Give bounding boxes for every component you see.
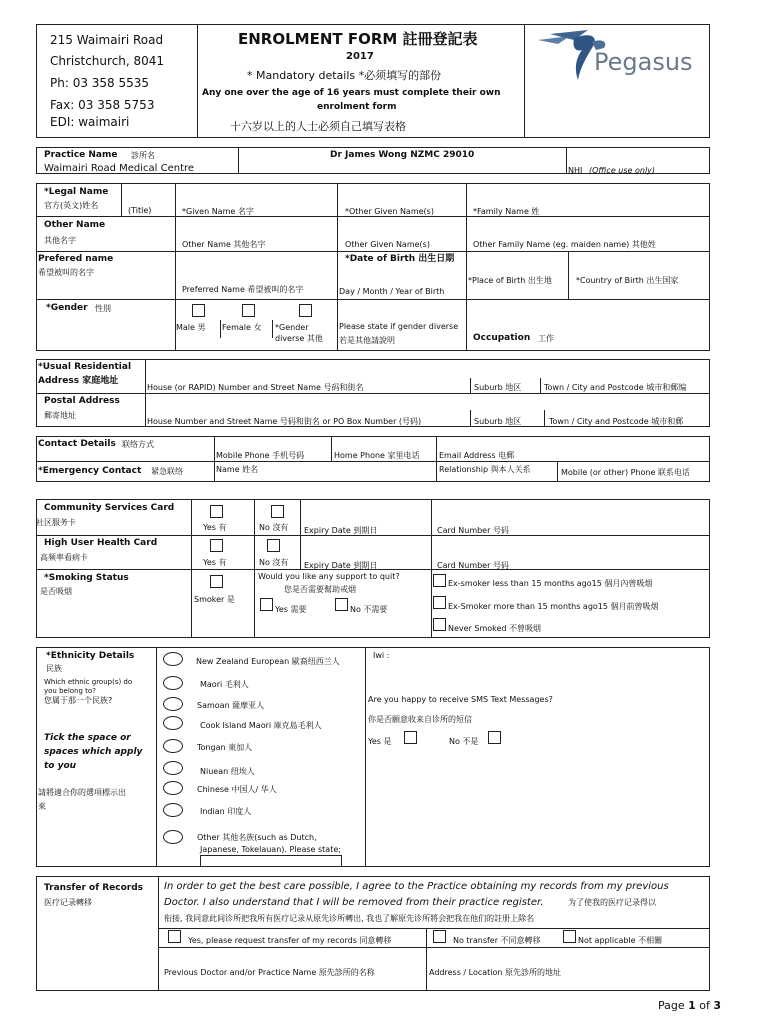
age-note: enrolment form <box>317 102 397 112</box>
sms-yes-label: Yes 是 <box>368 737 392 746</box>
smoking-label: *Smoking Status <box>44 573 129 583</box>
not-applicable-label: Not applicable 不相關 <box>578 936 663 945</box>
sms-yes-checkbox[interactable] <box>404 731 417 744</box>
other-family-field[interactable]: Other Family Name (eg. maiden name) 其他姓 <box>473 240 656 249</box>
postal-suburb-field[interactable]: Suburb 地区 <box>474 417 522 426</box>
preferred-cn: 希望被叫的名字 <box>38 268 94 277</box>
nhi-note: (Office use only) <box>589 166 656 175</box>
transfer-yes-label: Yes, please request transfer of my records 同意轉移 <box>188 936 392 945</box>
other-name-label: Other Name <box>44 220 106 230</box>
email-field[interactable]: Email Address 电郵 <box>439 451 515 460</box>
ex-smoker-more-label: Ex-Smoker more than 15 months ago15 個月前曾吸烟 <box>448 602 659 611</box>
col-line <box>544 410 545 427</box>
gender-divider <box>220 320 221 338</box>
col-line <box>466 183 467 299</box>
col-line <box>540 378 541 394</box>
mandatory-note: * Mandatory details *必须填写的部份 <box>247 69 442 82</box>
col-line <box>470 378 471 394</box>
sms-question: Are you happy to receive SMS Text Messages? <box>368 695 553 704</box>
csc-no-checkbox[interactable] <box>271 505 284 518</box>
ethnicity-option: Tongan 東加人 <box>197 743 253 752</box>
place-of-birth[interactable]: *Place of Birth 出生地 <box>468 276 552 285</box>
divider <box>197 24 198 138</box>
huhc-cn: 高频率看病卡 <box>40 553 88 562</box>
col-line <box>426 928 427 991</box>
transfer-text: In order to get the best care possible, I agree to the Practice obtaining my records from my previous <box>164 881 669 892</box>
row-line <box>36 251 710 252</box>
support-yes-checkbox[interactable] <box>260 598 273 611</box>
other-given-field[interactable]: Other Given Name(s) <box>345 240 430 249</box>
age-note-cn: 十六岁以上的人士必须自己填写表格 <box>230 120 406 133</box>
csc-no-label: No 沒有 <box>259 523 289 532</box>
family-name-label[interactable]: *Family Name 姓 <box>473 207 540 216</box>
occupation-cn: 工作 <box>538 334 554 343</box>
ethnicity-radio[interactable] <box>163 676 183 690</box>
female-label: Female 女 <box>222 323 262 332</box>
page-total: 3 <box>713 999 722 1012</box>
emergency-cn: 紧急联络 <box>151 467 183 476</box>
postal-address-cn: 郵寄地址 <box>44 411 76 420</box>
ethnicity-option: Cook Island Maori 庫克島毛利人 <box>200 721 322 730</box>
practice-label-cn: 診所名 <box>131 151 155 160</box>
transfer-cn: 医疗记录轉移 <box>44 898 92 907</box>
form-year: 2017 <box>346 51 374 62</box>
quit-support-cn: 您是否需要幫助戒烟 <box>284 585 356 594</box>
given-name-label[interactable]: *Given Name 名字 <box>182 207 254 216</box>
ethnicity-question: you belong to? <box>44 687 96 695</box>
phone: Ph: 03 358 5535 <box>50 76 150 90</box>
col-line <box>300 499 301 569</box>
tick-instruction: spaces which apply <box>44 747 143 757</box>
dob-format[interactable]: Day / Month / Year of Birth <box>339 287 445 296</box>
ethnicity-option: Samoan 薩摩亚人 <box>197 701 265 710</box>
other-phone-field[interactable]: Mobile (or other) Phone 联系电话 <box>561 468 690 477</box>
huhc-no-checkbox[interactable] <box>267 539 280 552</box>
ethnicity-other-input[interactable] <box>200 855 342 867</box>
relationship-field[interactable]: Relationship 與本人关系 <box>439 465 531 474</box>
row-line <box>36 393 710 394</box>
csc-label: Community Services Card <box>44 503 175 513</box>
support-no-label: No 不需要 <box>350 605 388 614</box>
col-line <box>121 183 122 216</box>
col-line <box>568 251 569 299</box>
tick-instruction-cn: 來 <box>38 802 46 811</box>
ethnicity-radio[interactable] <box>163 781 183 795</box>
female-checkbox[interactable] <box>242 304 255 317</box>
not-applicable-checkbox[interactable] <box>563 930 576 943</box>
contact-label: Contact Details <box>38 439 116 449</box>
iwi-label[interactable]: Iwi : <box>373 651 390 660</box>
col-line <box>145 359 146 427</box>
col-line <box>158 876 159 991</box>
ethnicity-question: Which ethnic group(s) do <box>44 678 133 686</box>
male-checkbox[interactable] <box>192 304 205 317</box>
previous-doctor-field[interactable]: Previous Doctor and/or Practice Name 原先診所的名称 <box>164 968 375 977</box>
never-smoked-label: Never Smoked 不曾吸烟 <box>448 624 542 633</box>
sms-question-cn: 你是否願意收来自诊所的短信 <box>368 715 472 724</box>
doctor-name: Dr James Wong NZMC 29010 <box>330 150 475 160</box>
address-line: 215 Waimairi Road <box>50 33 164 47</box>
ethnicity-option: Maori 毛利人 <box>200 680 249 689</box>
transfer-yes-checkbox[interactable] <box>168 930 181 943</box>
quit-support-question: Would you like any support to quit? <box>258 572 400 581</box>
other-name-field[interactable]: Other Name 其他名字 <box>182 240 266 249</box>
address-line: Christchurch, 8041 <box>50 54 165 68</box>
sms-no-label: No 不是 <box>449 737 479 746</box>
huhc-expiry-field[interactable]: Expiry Date 到期日 <box>304 561 378 570</box>
usual-town-field[interactable]: Town / City and Postcode 城市和郵编 <box>544 383 687 392</box>
usual-address-label: *Usual Residential <box>38 362 132 372</box>
ex-smoker-less-label: Ex-smoker less than 15 months ago15 個月內曾吸烟 <box>448 579 653 588</box>
tick-instruction: to you <box>44 761 77 771</box>
ethnicity-cn: 民族 <box>46 664 62 673</box>
ex-smoker-less-checkbox[interactable] <box>433 574 446 587</box>
col-line <box>365 647 366 867</box>
col-line <box>470 410 471 427</box>
mobile-field[interactable]: Mobile Phone 手机号码 <box>216 451 305 460</box>
ethnicity-radio[interactable] <box>163 716 183 730</box>
col-line <box>214 436 215 482</box>
ethnicity-radio[interactable] <box>163 697 183 711</box>
practice-name: Waimairi Road Medical Centre <box>44 163 195 174</box>
smoker-checkbox[interactable] <box>210 575 223 588</box>
ethnicity-radio[interactable] <box>163 739 183 753</box>
preferred-label: Prefered name <box>38 254 114 264</box>
transfer-no-checkbox[interactable] <box>433 930 446 943</box>
csc-yes-checkbox[interactable] <box>210 505 223 518</box>
previous-address-field[interactable]: Address / Location 原先診所的地址 <box>429 968 562 977</box>
tick-instruction: Tick the space or <box>44 733 131 743</box>
huhc-no-label: No 沒有 <box>259 558 289 567</box>
csc-yes-label: Yes 有 <box>203 523 227 532</box>
ethnicity-other: Other 其他名族(such as Dutch, <box>197 833 317 842</box>
col-line <box>337 183 338 351</box>
home-phone-field[interactable]: Home Phone 家里电话 <box>334 451 420 460</box>
smoking-cn: 是否吸烟 <box>40 587 72 596</box>
usual-address-label: Address 家庭地址 <box>38 376 119 386</box>
male-label: Male 男 <box>176 323 206 332</box>
col-line <box>254 499 255 638</box>
legal-name-cn: 官方(英文)姓名 <box>44 201 99 210</box>
row-line <box>158 947 710 948</box>
csc-expiry-field[interactable]: Expiry Date 到期日 <box>304 526 378 535</box>
col-line <box>431 499 432 638</box>
page-of: of <box>695 999 714 1012</box>
ethnicity-option: New Zealand European 歐裔纽西兰人 <box>196 657 340 666</box>
postal-address-field[interactable]: House Number and Street Name 号码和街名 or PO Box Number (号码) <box>147 417 422 426</box>
divider <box>238 147 239 174</box>
emergency-name-field[interactable]: Name 姓名 <box>216 465 259 474</box>
contact-cn: 联络方式 <box>122 440 154 449</box>
ethnicity-radio[interactable] <box>163 761 183 775</box>
postal-address-label: Postal Address <box>44 396 120 406</box>
csc-cn: 社区服务卡 <box>36 518 76 527</box>
never-smoked-checkbox[interactable] <box>433 618 446 631</box>
col-line <box>557 461 558 482</box>
divider <box>566 147 567 174</box>
ethnicity-option: Chinese 中国人/ 华人 <box>197 785 277 794</box>
ethnicity-radio[interactable] <box>163 830 183 844</box>
gender-diverse-label: *Gender <box>275 323 309 332</box>
postal-town-field[interactable]: Town / City and Postcode 城市和郵 <box>549 417 684 426</box>
csc-number-field[interactable]: Card Number 号码 <box>437 526 509 535</box>
col-line <box>191 499 192 638</box>
ethnicity-option: Niuean 纽埃人 <box>200 767 255 776</box>
gender-diverse-checkbox[interactable] <box>299 304 312 317</box>
huhc-yes-label: Yes 有 <box>203 558 227 567</box>
usual-address-field[interactable]: House (or RAPID) Number and Street Name 号码和街名 <box>147 383 364 392</box>
ethnicity-option: Indian 印度人 <box>200 807 252 816</box>
col-line <box>156 647 157 867</box>
row-line <box>158 928 710 929</box>
legal-name-label: *Legal Name <box>44 187 109 197</box>
gender-diverse-label: diverse 其他 <box>275 334 323 343</box>
row-line <box>36 461 710 462</box>
divider <box>524 24 525 138</box>
usual-suburb-field[interactable]: Suburb 地区 <box>474 383 522 392</box>
huhc-number-field[interactable]: Card Number 号码 <box>437 561 509 570</box>
gender-cn: 性別 <box>95 304 111 313</box>
country-of-birth[interactable]: *Country of Birth 出生国家 <box>576 276 679 285</box>
transfer-text-cn: 衔接, 我同意此间诊所把我所有医疗记录从原先诊所轉出, 我也了解原先诊所將会把我在他们的註册上除名 <box>164 914 535 923</box>
practice-label: Practice Name <box>44 150 118 160</box>
gender-label: *Gender <box>46 303 88 313</box>
transfer-no-label: No transfer 不同意轉移 <box>453 936 541 945</box>
edi: EDI: waimairi <box>50 115 130 129</box>
preferred-field[interactable]: Preferred Name 希望被叫的名字 <box>182 285 304 294</box>
emergency-label: *Emergency Contact <box>38 466 142 476</box>
ethnicity-other: Japanese, Tokelauan). Please state; <box>200 845 341 854</box>
transfer-text-cn: 为了使我的医疗记录得以 <box>568 898 656 907</box>
ethnicity-radio[interactable] <box>163 652 183 666</box>
diverse-state[interactable]: Please state if gender diverse <box>339 322 459 331</box>
ex-smoker-more-checkbox[interactable] <box>433 596 446 609</box>
huhc-yes-checkbox[interactable] <box>210 539 223 552</box>
page-prefix: Page <box>658 999 689 1012</box>
tick-instruction-cn: 請將適合你的選項標示出 <box>38 788 126 797</box>
diverse-state-cn: 若是其他請說明 <box>339 336 395 345</box>
support-no-checkbox[interactable] <box>335 598 348 611</box>
nhi-label: NHI <box>568 166 583 175</box>
occupation-label: Occupation <box>473 333 531 343</box>
transfer-label: Transfer of Records <box>44 883 144 893</box>
pegasus-wordmark: Pegasus <box>594 48 693 76</box>
transfer-text: Doctor. I also understand that I will be removed from their practice register. <box>164 897 544 908</box>
col-line <box>331 436 332 461</box>
age-note: Any one over the age of 16 years must complete their own <box>202 88 501 98</box>
col-line <box>466 299 467 351</box>
ethnicity-question-cn: 您属于那一个民族? <box>44 696 113 705</box>
title-label: (Title) <box>128 206 152 215</box>
row-line <box>36 299 710 300</box>
page-indicator <box>658 1000 721 1012</box>
page-number: 1 <box>688 999 696 1012</box>
support-yes-label: Yes 需要 <box>275 605 307 614</box>
form-title: ENROLMENT FORM 註冊登記表 <box>238 30 478 48</box>
smoker-label: Smoker 是 <box>194 595 235 604</box>
sms-no-checkbox[interactable] <box>488 731 501 744</box>
ethnicity-label: *Ethnicity Details <box>46 651 135 661</box>
col-line <box>436 436 437 482</box>
huhc-label: High User Health Card <box>44 538 158 548</box>
ethnicity-radio[interactable] <box>163 803 183 817</box>
gender-divider <box>272 320 273 338</box>
other-name-cn: 其他名字 <box>44 236 76 245</box>
dob-label: *Date of Birth 出生日期 <box>345 254 455 264</box>
fax: Fax: 03 358 5753 <box>50 98 155 112</box>
other-given-label[interactable]: *Other Given Name(s) <box>345 207 434 216</box>
